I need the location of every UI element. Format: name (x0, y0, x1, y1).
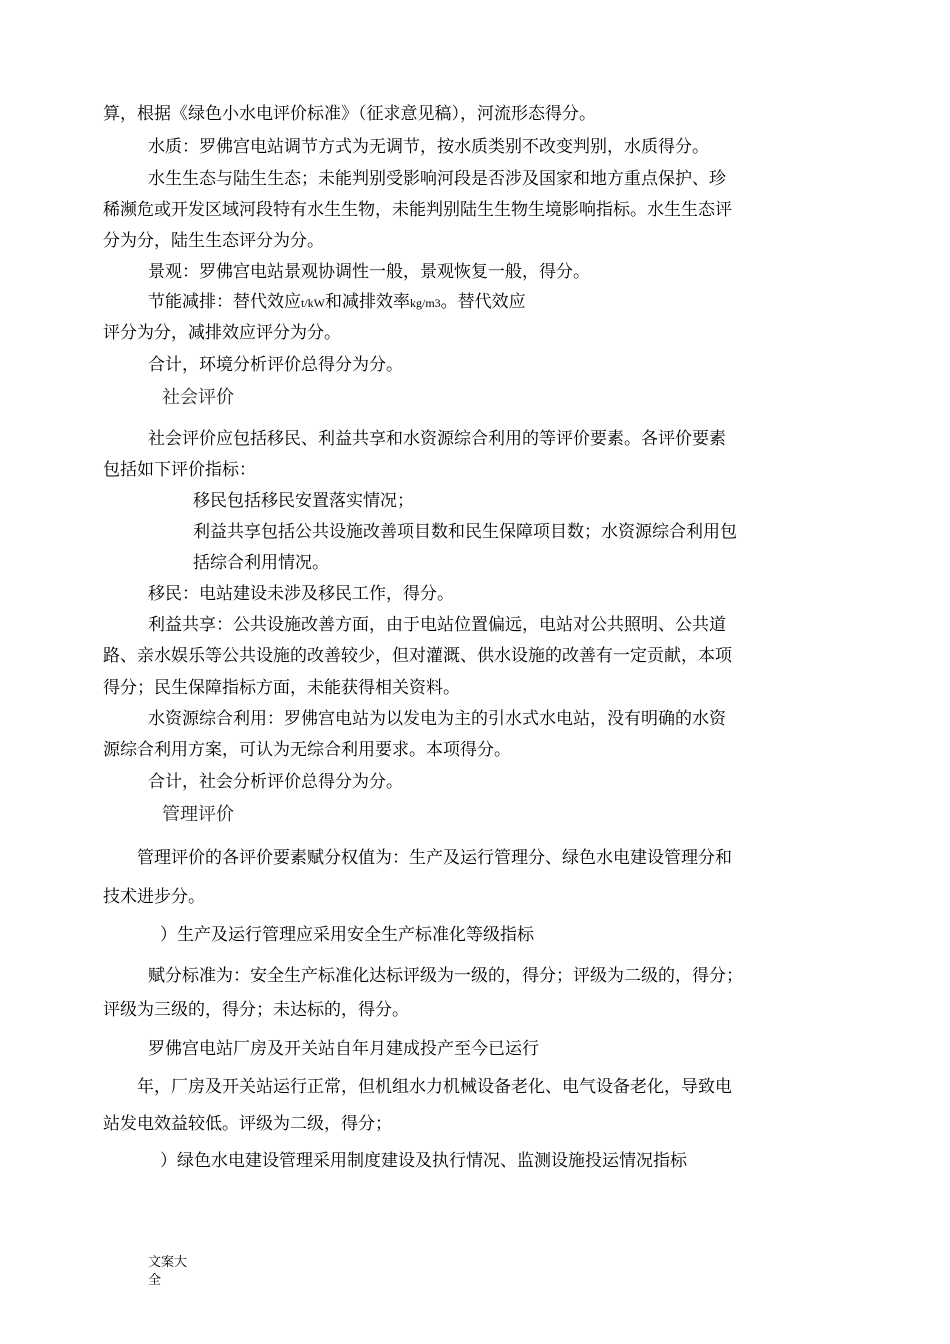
text-line: ）绿色水电建设管理采用制度建设及执行情况、监测设施投运情况指标 (160, 1151, 687, 1171)
text-line: 景观：罗佛宫电站景观协调性一般，景观恢复一般，得分。 (148, 262, 590, 282)
text-line: 利益共享：公共设施改善方面，由于电站位置偏远，电站对公共照明、公共道 (148, 615, 726, 635)
text-line: 路、亲水娱乐等公共设施的改善较少，但对灌溉、供水设施的改善有一定贡献，本项 (103, 646, 732, 666)
text-line: 分为分，陆生生态评分为分。 (103, 231, 324, 251)
text-line: 水质：罗佛宫电站调节方式为无调节，按水质类别不改变判别，水质得分。 (148, 137, 709, 157)
text-line: 算，根据《绿色小水电评价标准》（征求意见稿），河流形态得分。 (103, 104, 596, 124)
text-line: 管理评价的各评价要素赋分权值为：生产及运行管理分、绿色水电建设管理分和 (137, 848, 732, 868)
text-run: 节能减排：替代效应 (148, 292, 301, 312)
unit-label: kg/m3 (410, 296, 441, 310)
text-run: 。替代效应 (440, 292, 526, 312)
text-run: 和减排效率 (325, 292, 410, 312)
text-line: 评分为分，减排效应评分为分。 (103, 323, 341, 343)
text-line: 技术进步分。 (103, 887, 205, 907)
text-line: 水资源综合利用：罗佛宫电站为以发电为主的引水式水电站，没有明确的水资 (148, 709, 726, 729)
text-line: 稀濒危或开发区域河段特有水生生物，未能判别陆生生物生境影响指标。水生生态评 (103, 200, 732, 220)
text-line: 移民包括移民安置落实情况； (193, 491, 414, 511)
text-line: 站发电效益较低。评级为二级，得分； (103, 1114, 392, 1134)
text-line: 社会评价应包括移民、利益共享和水资源综合利用的等评价要素。各评价要素 (148, 429, 726, 449)
text-line: 利益共享包括公共设施改善项目数和民生保障项目数；水资源综合利用包 (193, 522, 737, 542)
text-line-energy (148, 291, 526, 314)
text-line: 罗佛宫电站厂房及开关站自年月建成投产至今已运行 (148, 1039, 539, 1059)
text-line: ）生产及运行管理应采用安全生产标准化等级指标 (160, 925, 534, 945)
text-line: 水生生态与陆生生态；未能判别受影响河段是否涉及国家和地方重点保护、珍 (148, 169, 726, 189)
text-line: 评级为三级的，得分；未达标的，得分。 (103, 1000, 409, 1020)
text-line: 包括如下评价指标： (103, 460, 256, 480)
text-line: 合计，社会分析评价总得分为分。 (148, 772, 403, 792)
text-line: 年，厂房及开关站运行正常，但机组水力机械设备老化、电气设备老化，导致电 (137, 1077, 732, 1097)
text-line: 赋分标准为：安全生产标准化达标评级为一级的，得分；评级为二级的，得分； (148, 966, 743, 986)
text-line: 移民：电站建设未涉及移民工作，得分。 (148, 584, 454, 604)
footer-line: 全 (148, 1273, 162, 1288)
text-line: 括综合利用情况。 (193, 553, 329, 573)
footer-line: 文案大 (148, 1255, 188, 1270)
unit-label: t/kW (301, 296, 325, 310)
text-line: 合计，环境分析评价总得分为分。 (148, 355, 403, 375)
text-line: 源综合利用方案，可认为无综合利用要求。本项得分。 (103, 740, 511, 760)
page-footer (148, 1254, 187, 1290)
section-heading: 社会评价 (162, 387, 234, 408)
text-line: 得分；民生保障指标方面，未能获得相关资料。 (103, 678, 460, 698)
section-heading: 管理评价 (162, 804, 234, 825)
